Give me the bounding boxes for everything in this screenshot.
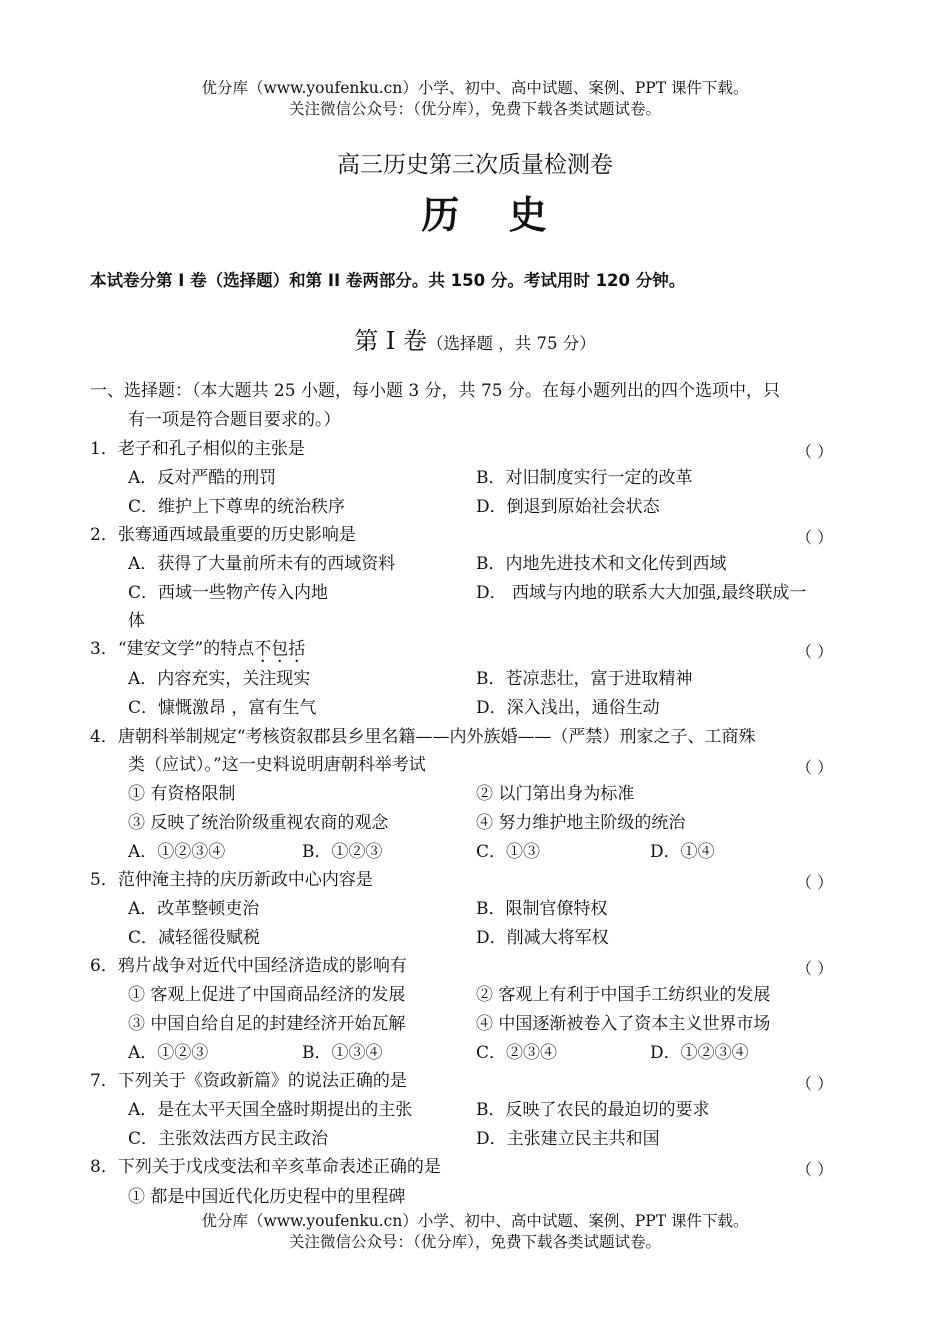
q6-option-a: A．①②③ [128, 1043, 209, 1063]
q2-option-b: B．内地先进技术和文化传到西域 [476, 554, 727, 574]
q1-option-d: D．倒退到原始社会状态 [476, 497, 660, 517]
header-line-1: 优分库（www.youfenku.cn）小学、初中、高中试题、案例、PPT 课件下载。 [201, 79, 749, 97]
q3-option-d: D．深入浅出，通俗生动 [476, 698, 660, 718]
q3-option-a: A．内容充实，关注现实 [128, 669, 311, 689]
q2-option-c: C．西域一些物产传入内地 [128, 583, 329, 603]
q4-answer-blank: （ ） [796, 758, 834, 777]
q7-stem: 7．下列关于《资政新篇》的说法正确的是 [90, 1071, 407, 1091]
exam-intro: 本试卷分第 I 卷（选择题）和第 II 卷两部分。共 150 分。考试用时 120 分钟。 [90, 271, 686, 290]
q4-stem-1: 4．唐朝科举制规定“考核资叙郡县乡里名籍——内外族婚——（严禁）刑家之子、工商殊 [90, 727, 756, 747]
q7-option-d: D．主张建立民主共和国 [476, 1129, 660, 1149]
q6-answer-blank: （ ） [796, 959, 834, 978]
q1-stem: 1．老子和孔子相似的主张是 [90, 439, 305, 459]
q5-answer-blank: （ ） [796, 873, 834, 892]
part-title: 第 I 卷 [354, 327, 427, 355]
q7-option-c: C．主张效法西方民主政治 [128, 1129, 329, 1149]
q1-option-c: C．维护上下尊卑的统治秩序 [128, 497, 346, 517]
q8-stem: 8．下列关于戊戌变法和辛亥革命表述正确的是 [90, 1157, 441, 1177]
part-note: （选择题 ，共 75 分） [427, 334, 596, 353]
q4-option-c: C．①③ [476, 842, 541, 862]
q6-stem: 6．鸦片战争对近代中国经济造成的影响有 [90, 956, 407, 976]
q7-option-b: B．反映了农民的最迫切的要求 [476, 1100, 710, 1120]
q1-option-a: A．反对严酷的刑罚 [128, 468, 277, 488]
q1-option-b: B．对旧制度实行一定的改革 [476, 468, 693, 488]
q6-statement-3: ③ 中国自给自足的封建经济开始瓦解 [128, 1014, 406, 1034]
q4-option-a: A．①②③④ [128, 842, 226, 862]
q3-answer-blank: （ ） [796, 642, 834, 661]
q5-option-a: A．改革整顿吏治 [128, 899, 260, 919]
q2-option-d: D． 西域与内地的联系大大加强,最终联成一 [476, 583, 807, 603]
q8-statement-1: ① 都是中国近代化历史程中的里程碑 [128, 1187, 406, 1207]
q6-option-c: C．②③④ [476, 1043, 558, 1063]
q3-emphasis-1: 不 [254, 639, 272, 659]
q4-option-b: B．①②③ [302, 842, 383, 862]
q4-statement-4: ④ 努力维护地主阶级的统治 [476, 813, 686, 833]
section-instruction-1: 一、选择题：（本大题共 25 小题，每小题 3 分，共 75 分。在每小题列出的四个选项中，只 [90, 381, 781, 401]
q3-stem-text: 3．“建安文学”的特点 [90, 639, 255, 659]
q4-stem-2: 类（应试）。”这一史料说明唐朝科举考试 [128, 755, 426, 775]
header-line-2: 关注微信公众号：（优分库），免费下载各类试题试卷。 [288, 100, 661, 118]
q8-answer-blank: （ ） [796, 1160, 834, 1179]
q4-statement-3: ③ 反映了统治阶级重视农商的观念 [128, 813, 389, 833]
section-instruction-2: 有一项是符合题目要求的。） [128, 410, 341, 430]
q6-statement-2: ② 客观上有利于中国手工纺织业的发展 [476, 985, 771, 1005]
q3-emphasis-3: 括 [288, 639, 306, 659]
q5-option-c: C．减轻徭役赋税 [128, 928, 261, 948]
q4-statement-2: ② 以门第出身为标准 [476, 784, 635, 804]
q3-option-c: C．慷慨激昂 ，富有生气 [128, 698, 317, 718]
q2-option-d-continued: 体 [128, 611, 145, 631]
q1-answer-blank: （ ） [796, 442, 834, 461]
q7-option-a: A．是在太平天国全盛时期提出的主张 [128, 1100, 413, 1120]
q6-option-d: D．①②③④ [650, 1043, 749, 1063]
q6-statement-1: ① 客观上促进了中国商品经济的发展 [128, 985, 406, 1005]
q4-statement-1: ① 有资格限制 [128, 784, 236, 804]
exam-title: 高三历史第三次质量检测卷 [337, 152, 613, 178]
q2-option-a: A．获得了大量前所未有的西域资料 [128, 554, 396, 574]
part-heading [0, 321, 950, 356]
q6-statement-4: ④ 中国逐渐被卷入了资本主义世界市场 [476, 1014, 771, 1034]
q3-option-b: B．苍凉悲壮，富于进取精神 [476, 669, 693, 689]
footer-line-1: 优分库（www.youfenku.cn）小学、初中、高中试题、案例、PPT 课件下载。 [201, 1212, 749, 1230]
q5-option-d: D．削减大将军权 [476, 928, 609, 948]
q7-answer-blank: （ ） [796, 1074, 834, 1093]
q5-option-b: B．限制官僚特权 [476, 899, 608, 919]
q2-answer-blank: （ ） [796, 528, 834, 547]
q3-stem [90, 638, 305, 660]
footer-line-2: 关注微信公众号：（优分库），免费下载各类试题试卷。 [288, 1233, 661, 1251]
q5-stem: 5．范仲淹主持的庆历新政中心内容是 [90, 870, 373, 890]
q4-option-d: D．①④ [650, 842, 715, 862]
q2-stem: 2．张骞通西域最重要的历史影响是 [90, 525, 356, 545]
q3-emphasis-2: 包 [271, 639, 289, 659]
subject-title: 历 史 [421, 193, 565, 237]
q6-option-b: B．①③④ [302, 1043, 383, 1063]
